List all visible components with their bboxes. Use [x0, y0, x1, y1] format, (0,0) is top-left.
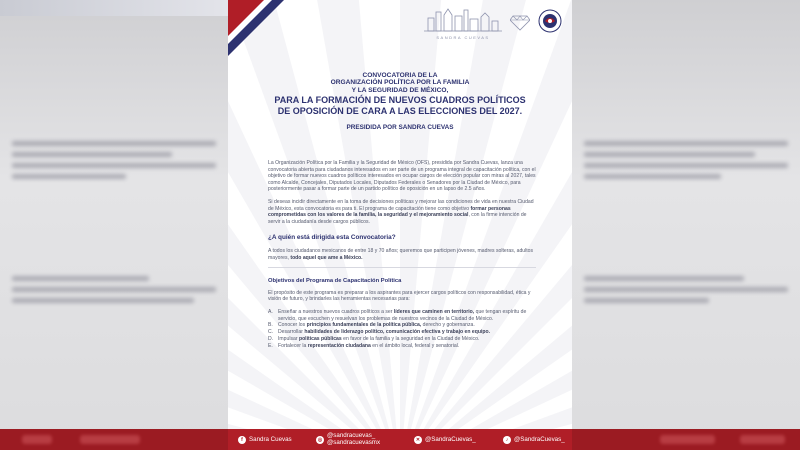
- invitation-paragraph: Si deseas incidir directamente en la toma de decisiones políticas y mejorar las condiciones de vida en nuestra Ciudad de México, esta convocatoria es para ti. El programa de capacitación tiene como objetivo formar personas comprometidas con los valores de la familia, la seguridad y el mejoramiento social, con la firme intención de servir a la ciudadanía desde cargos públicos.: [268, 198, 534, 225]
- document-body: [268, 160, 536, 350]
- list-item: E. Fortalecer la representación ciudadana en el ámbito local, federal y senatorial.: [268, 343, 460, 350]
- convocatoria-line-1: CONVOCATORIA DE LA: [362, 72, 438, 79]
- list-item: A. Enseñar a nuestros nuevos cuadros políticos a ser líderes que caminen en territorio, que tengan espíritu de servicio, que escuchen y resuelvan los problemas de nuestros vecinos de la Ciudad de México.: [268, 308, 527, 322]
- list-item: B. Conocer los principios fundamentales de la política pública, derecho y gobernanza.: [268, 322, 475, 329]
- x-link[interactable]: ✕ @SandraCuevas_: [415, 436, 476, 443]
- list-item: D. Impulsar políticas públicas en favor de la familia y la seguridad en la Ciudad de México.: [268, 336, 480, 343]
- background-blur-left-2: [0, 270, 228, 309]
- list-item: C. Desarrollar habilidades de liderazgo político, comunicación efectiva y trabajo en equipo.: [268, 329, 491, 336]
- background-blur-right: [572, 135, 800, 185]
- objectives-list: [268, 309, 536, 350]
- convocatoria-line-2: ORGANIZACIÓN POLÍTICA POR LA FAMILIA: [330, 79, 470, 87]
- logo-caption: SANDRA CUEVAS: [436, 35, 490, 40]
- organization-seal-logo: [538, 9, 562, 33]
- tiktok-icon: ♪: [503, 436, 511, 444]
- background-stripe: [0, 0, 228, 16]
- audience-heading: ¿A quién está dirigida esta Convocatoria?: [268, 234, 396, 242]
- social-footer: [0, 429, 800, 450]
- audience-paragraph: A todos los ciudadanos mexicanos de entre 18 y 70 años; queremos que participen jóvenes, madres solteras, adultos mayores, todo aquel que ame a México.: [268, 247, 534, 261]
- background-blur-footer: [740, 435, 785, 444]
- objectives-intro: El propósito de este programa es preparar a los aspirantes para ejercer cargos políticos con responsabilidad, ética y visión de futuro, y brindarles las herramientas necesarias para:: [268, 289, 531, 303]
- document-page: [228, 0, 572, 450]
- title-block: [258, 72, 542, 131]
- objectives-heading: Objetivos del Programa de Capacitación Política: [268, 278, 402, 285]
- header-logos: [424, 6, 562, 40]
- headline-line-1: PARA LA FORMACIÓN DE NUEVOS CUADROS POLÍTICOS: [274, 94, 526, 105]
- convocatoria-line-3: Y LA SEGURIDAD DE MÉXICO,: [351, 86, 449, 94]
- intro-paragraph: La Organización Política por la Familia y la Seguridad de México (OFS), presidida por Sandra Cuevas, lanza una convocatoria abierta para ciudadanos interesados en ser parte de un programa integral de capacitación política, con el objetivo de formar nuevos cuadros políticos interesados en ocupar cargos de elección popular con miras al 2027, tales como Alcalde, Concejales, Diputados Locales, Diputados Federales o Senadores por la Ciudad de México, para posteriormente pasar a formar parte de un partido político de oposición en un lapso de 2.5 años.: [268, 160, 536, 193]
- facebook-icon: f: [238, 436, 246, 444]
- background-blur-right-2: [572, 270, 800, 309]
- instagram-handle-2: @sandracuevasmx: [327, 438, 381, 446]
- presidida-subtitle: PRESIDIDA POR SANDRA CUEVAS: [346, 123, 454, 131]
- corner-flag-decoration: [228, 0, 288, 60]
- tiktok-link[interactable]: ♪ @SandraCuevas_: [503, 429, 565, 450]
- background-blur-footer: [80, 435, 140, 444]
- instagram-handle-1: @sandracuevas_: [327, 431, 376, 439]
- diamond-logo: [510, 10, 530, 32]
- background-blur-footer: [660, 435, 715, 444]
- city-skyline-logo: [424, 6, 502, 40]
- divider: [268, 267, 536, 268]
- instagram-link[interactable]: [316, 429, 380, 450]
- background-blur-left: [0, 135, 228, 185]
- x-icon: ✕: [415, 436, 421, 443]
- facebook-link[interactable]: f Sandra Cuevas: [238, 429, 292, 450]
- headline-line-2: DE OPOSICIÓN DE CARA A LAS ELECCIONES DEL 2027.: [277, 106, 523, 117]
- instagram-icon: ◎: [317, 436, 323, 443]
- background-blur-footer: [22, 435, 52, 444]
